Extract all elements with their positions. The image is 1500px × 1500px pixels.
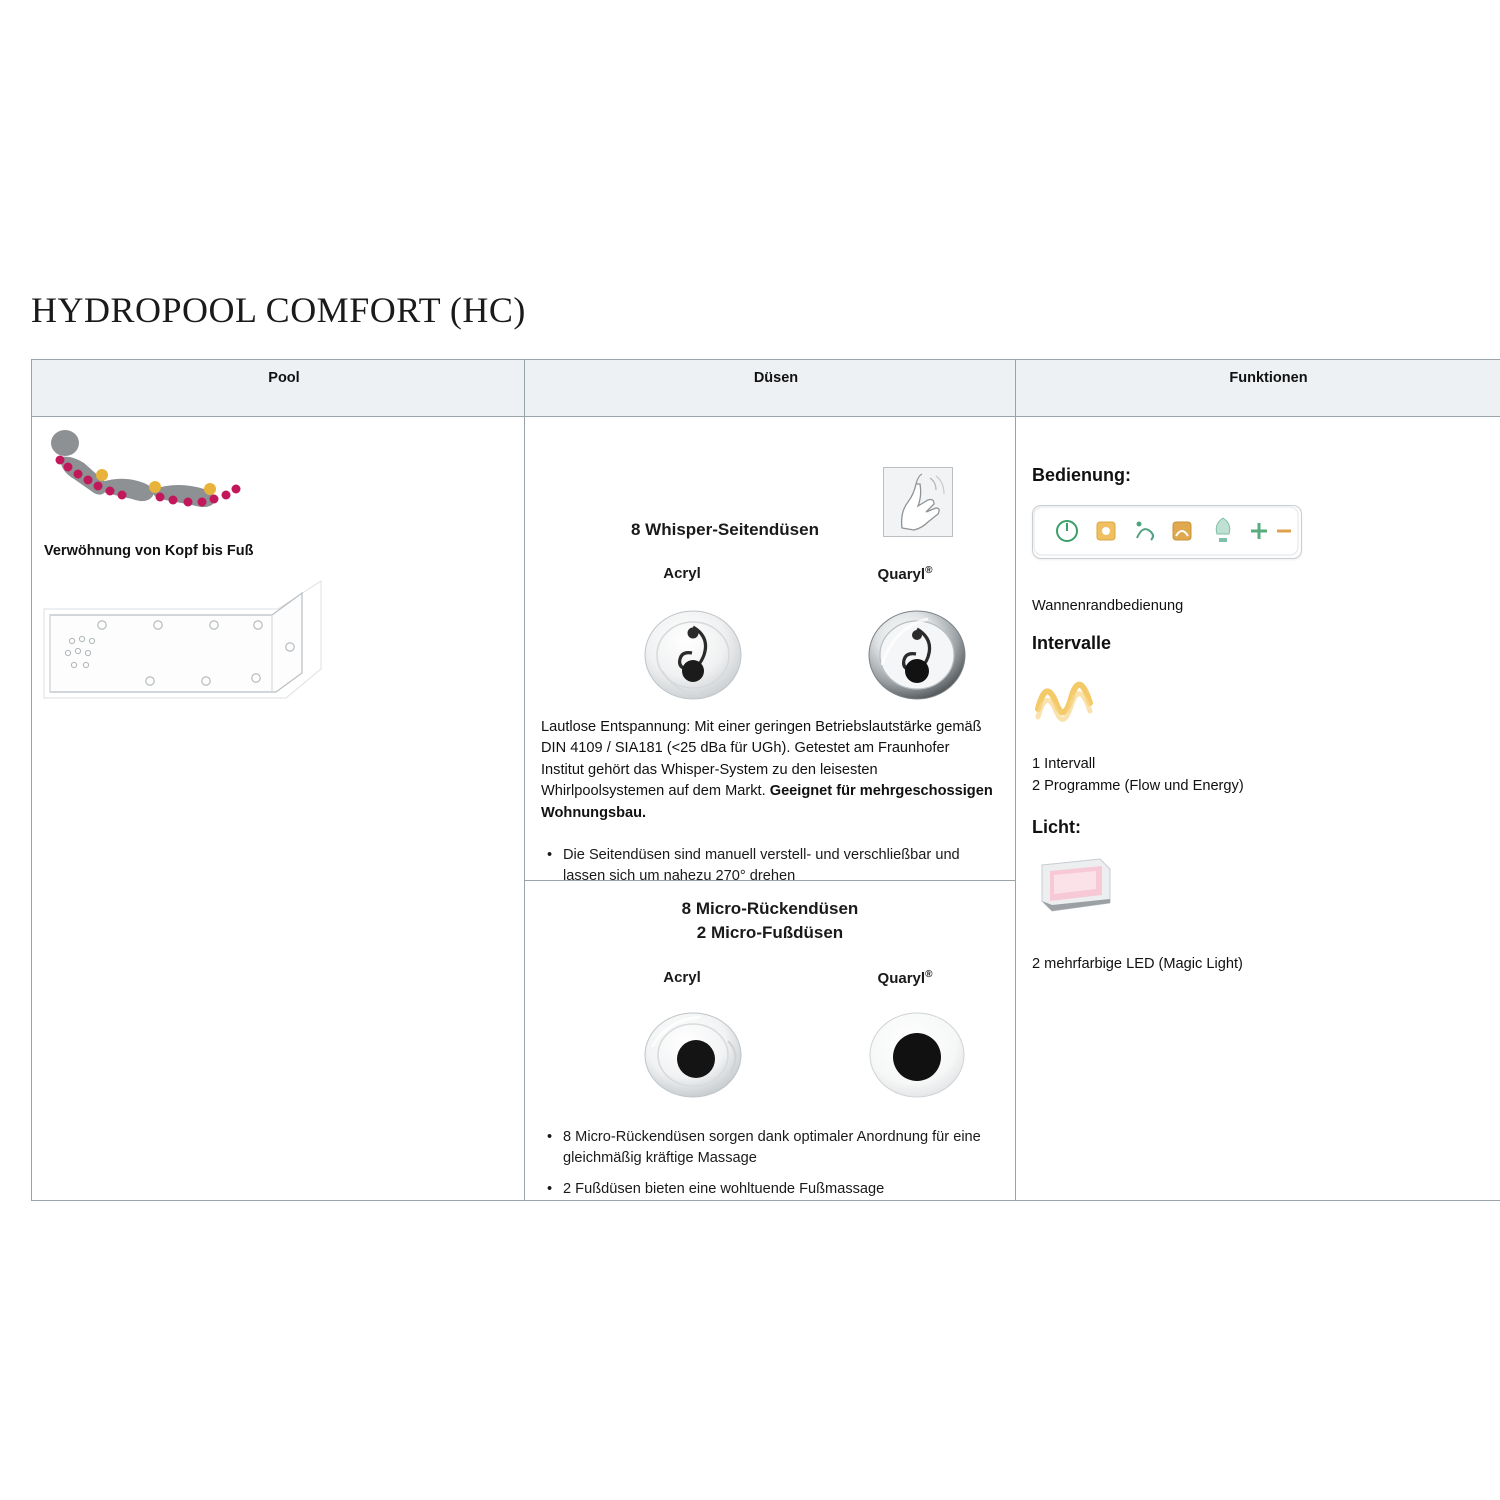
table-content-row [32, 417, 1500, 1201]
intervalle-line-2: 2 Programme (Flow und Energy) [1032, 777, 1244, 794]
licht-heading: Licht: [1032, 817, 1081, 837]
product-spec-table [31, 359, 1500, 1201]
column-header-pool: Pool [32, 360, 525, 417]
whisper-label-acryl: Acryl [663, 565, 701, 582]
whisper-label-quaryl [825, 565, 985, 583]
micro-label-acryl: Acryl [663, 969, 701, 986]
list-item: • 2 Fußdüsen bieten eine wohltuende Fußmassage [541, 1179, 991, 1200]
body-massage-figure-icon [40, 427, 250, 517]
whisper-paragraph [541, 717, 996, 824]
pool-caption: Verwöhnung von Kopf bis Fuß [44, 543, 254, 559]
intervalle-text [1032, 754, 1244, 798]
magic-light-icon [1032, 849, 1118, 921]
bedienung-text: Wannenrandbedienung [1032, 598, 1184, 614]
whisper-jet-quaryl-icon [862, 607, 972, 708]
whisper-jets-title: 8 Whisper-Seitendüsen [631, 520, 819, 539]
whisper-jet-acryl-icon [638, 607, 748, 708]
page-title: HYDROPOOL COMFORT (HC) [31, 290, 526, 330]
wave-interval-icon [1032, 669, 1098, 731]
pool-column-body [32, 417, 524, 1200]
whisper-label-quaryl-text: Quaryl [877, 566, 926, 583]
functions-column-cell [1016, 417, 1500, 1201]
table-header-row [32, 360, 1500, 417]
licht-text: 2 mehrfarbige LED (Magic Light) [1032, 956, 1243, 972]
micro-jets-title [525, 897, 1015, 945]
bathtub-diagram-icon [40, 577, 325, 722]
list-item: • 8 Micro-Rückendüsen sorgen dank optimaler Anordnung für eine gleichmäßig kräftige Massage [541, 1127, 991, 1169]
pool-column-cell [32, 417, 525, 1201]
registered-mark: ® [925, 969, 933, 980]
list-item: • Die Seitendüsen sind manuell verstell- und verschließbar und lassen sich um nahezu 270° drehen [541, 845, 991, 887]
functions-column-body [1016, 417, 1500, 1200]
intervalle-heading: Intervalle [1032, 633, 1112, 653]
micro-jets-section [525, 881, 1015, 1199]
micro-jets-title-line2: 2 Micro-Fußdüsen [696, 923, 844, 943]
whisper-jets-section [525, 417, 1015, 885]
micro-jets-title-line1: 8 Micro-Rückendüsen [681, 899, 859, 918]
micro-jet-acryl-icon [638, 1007, 748, 1108]
micro-jet-quaryl-icon [862, 1007, 972, 1108]
registered-mark: ® [925, 565, 933, 576]
bedienung-heading: Bedienung: [1032, 465, 1131, 485]
micro-bullet-list [541, 1127, 991, 1210]
micro-label-quaryl-text: Quaryl [877, 970, 926, 987]
column-header-funktionen: Funktionen [1016, 360, 1500, 417]
whisper-paragraph-bold: Geeignet für mehrgeschossigen Wohnungsbau. [541, 783, 993, 821]
intervalle-line-1: 1 Intervall [1032, 756, 1096, 772]
jets-column-cell [525, 417, 1016, 1201]
column-header-duesen: Düsen [525, 360, 1016, 417]
whisper-paragraph-text: Lautlose Entspannung: Mit einer geringen Betriebslautstärke gemäß DIN 4109 / SIA181 (<25 dBa für UGh). Getestet am Fraunhofer Institut gehört das Whisper-System zu den leisesten Whirlpoolsystemen auf dem Markt. [541, 719, 982, 800]
micro-label-quaryl [825, 969, 985, 987]
control-panel-icon [1032, 505, 1302, 559]
